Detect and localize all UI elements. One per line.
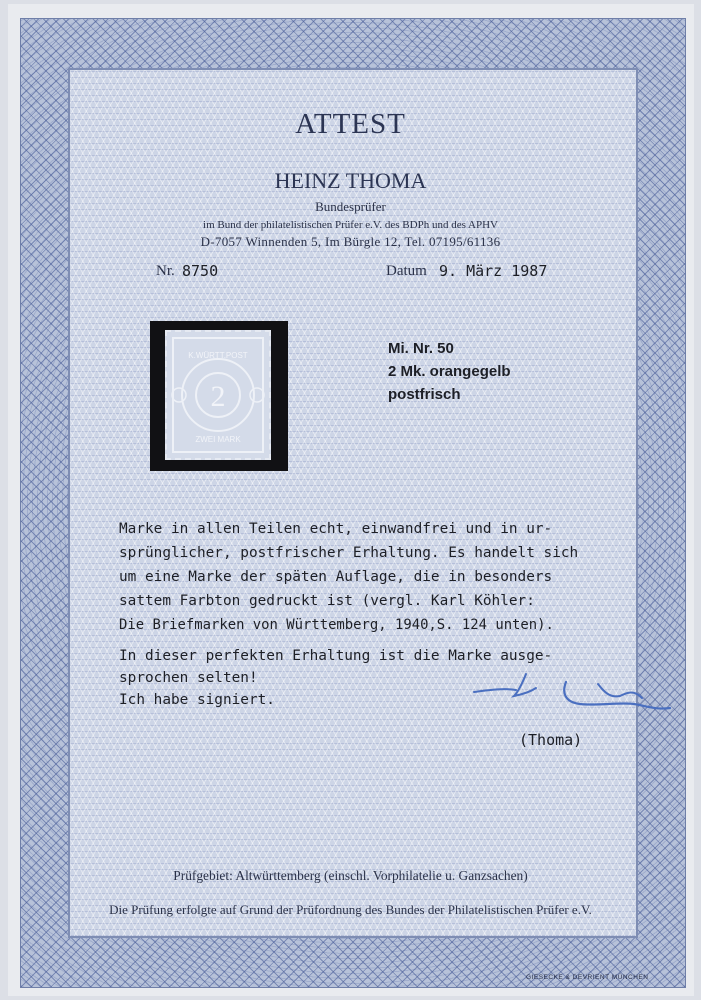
body-line-5: Die Briefmarken von Württemberg, 1940,S. 124 unten). bbox=[119, 617, 554, 633]
stamp-catalog: Mi. Nr. 50 bbox=[388, 340, 454, 357]
footer-scope: Prüfgebiet: Altwürttemberg (einschl. Vorphilatelie u. Ganzsachen) bbox=[173, 868, 528, 883]
cert-number: 8750 bbox=[182, 262, 219, 280]
handwritten-signature bbox=[470, 668, 680, 718]
body-line-3: um eine Marke der späten Auflage, die in besonders bbox=[119, 569, 553, 585]
footer-rules: Die Prüfung erfolgte auf Grund der Prüfordnung des Bundes der Philatelistischen Prüfer e.V. bbox=[109, 902, 592, 917]
body-line-4: sattem Farbton gedruckt ist (vergl. Karl Köhler: bbox=[119, 593, 535, 609]
body-line-1: Marke in allen Teilen echt, einwandfrei und in ur- bbox=[119, 521, 553, 537]
rarity-line-2: sprochen selten! bbox=[119, 670, 258, 686]
stamp-text-bottom: ZWEI MARK bbox=[195, 435, 241, 444]
examiner-name: HEINZ THOMA bbox=[274, 168, 427, 193]
stamp-condition: postfrisch bbox=[388, 386, 461, 403]
certificate-title: ATTEST bbox=[295, 108, 406, 140]
rarity-line-3: Ich habe signiert. bbox=[119, 692, 275, 708]
rarity-line-1: In dieser perfekten Erhaltung ist die Marke ausge- bbox=[119, 648, 553, 664]
cert-date-label: Datum bbox=[386, 263, 427, 279]
examiner-role: Bundesprüfer bbox=[315, 199, 386, 214]
cert-date: 9. März 1987 bbox=[439, 262, 548, 280]
stamp-description: 2 Mk. orangegelb bbox=[388, 363, 511, 380]
stamp-value: 2 bbox=[210, 380, 226, 413]
examiner-association: im Bund der philatelistischen Prüfer e.V. des BDPh und des APHV bbox=[203, 219, 498, 231]
body-line-2: sprünglicher, postfrischer Erhaltung. Es handelt sich bbox=[119, 545, 579, 561]
cert-number-label: Nr. bbox=[156, 263, 175, 279]
signature-name: (Thoma) bbox=[519, 731, 583, 749]
stamp-image bbox=[165, 330, 271, 460]
stamp-text-top: K.WÜRTT.POST bbox=[188, 351, 248, 360]
printer-imprint: GIESECKE & DEVRIENT MÜNCHEN bbox=[526, 974, 649, 981]
examiner-address: D-7057 Winnenden 5, Im Bürgle 12, Tel. 07195/61136 bbox=[200, 234, 501, 249]
